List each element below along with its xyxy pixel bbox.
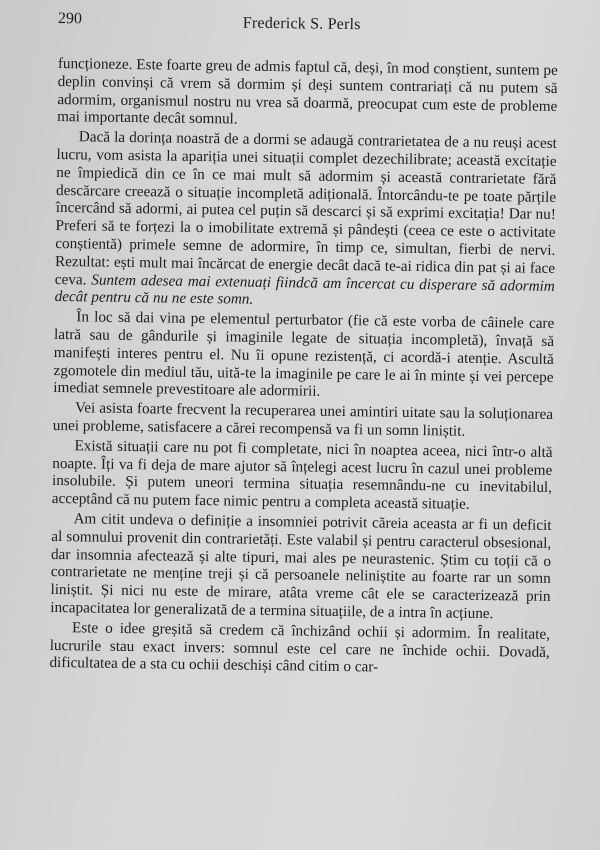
paragraph-6: Am citit undeva o definiție a insomniei potrivit căreia aceasta ar fi un deficit al somnului provenit din contrarietăți. Este valabil și pentru caracterul obsesional, dar insomnia afectează și alte tipuri, mai ales pe neurastenic. Știm cu toții că o contrarietate ne menține treji și că persoanele neliniștite au foarte rar un somn liniștit. Și nici nu este de mirare, atâta vreme cât ele se caracterizează prin incapacitatea lor generalizată de a termina situațiile, de a intra în acțiune. [50,510,552,623]
paragraph-7: Este o idee greșită să credem că închizând ochii și adormim. În realitate, lucrurile stau exact invers: somnul este cel care ne închide ochii. Dovadă, dificultatea de a sta cu ochii deschiși când citim o car- [49,618,551,676]
page-header [58,10,560,39]
running-title: Frederick S. Perls [242,14,361,34]
paragraph-1: funcționeze. Este foarte greu de admis faptul că, deși, în mod conștient, suntem pe deplin convinși că vrem să dormim și deși suntem contrariați că nu putem să adormim, organismul nostru nu vrea să doarmă, preocupat cum este de probleme mai importante decât somnul. [57,55,558,128]
paragraph-4: Vei asista foarte frecvent la recuperarea unei amintiri uitate sau la soluționarea unei probleme, satisfacere a cărei recompensă va fi un somn liniștit. [52,399,554,440]
paragraph-5: Există situații care nu pot fi completate, nici în noaptea aceea, nici într-o altă noapte. Îți va fi deja de mare ajutor să înțelegi acest lucru în cazul unei probleme insolubile. Și putem uneori termina situația resemnându-ne cu inevitabilul, acceptând că nu putem face nimic pentru a completa această situație. [51,437,553,513]
page-number: 290 [57,10,82,28]
paragraph-3: În loc să dai vina pe elementul perturbator (fie că este vorba de câinele care latră sau de gândurile și imaginile legate de situația incompletă), învață să manifești interes pentru el. Nu îi opune rezistență, ci acordă-i atenție. Ascultă zgomotele din mediul tău, uită-te la imaginile pe care le ai în minte și vei percepe imediat semnele prevestitoare ale adormirii. [53,308,555,401]
body-text [49,55,558,681]
italic-emphasis: Suntem adesea mai extenuați fiindcă am încercat cu disperare să adormim decât pentru că nu ne este somn. [54,271,555,309]
paragraph-2: Dacă la dorința noastră de a dormi se adaugă contrarietatea de a nu reuși acest lucru, vom asista la apariția unei situații complet dezechilibrate; această excitație ne împiedică din ce în ce mai mult să adormim și această contrarietate fără descărcare creează o situație incompletă adițională. Întorcându-te pe toate părțile încercând să adormi, ai putea cel puțin să descarci și să exprimi excitația! Dar nu! Preferi să te forțezi la o imobilitate extremă și pândești (ceea ce este o activitate conștientă) primele semne de adormire, în timp ce, simultan, fierbi de nervi. Rezultat: ești mult mai încărcat de energie decât dacă te-ai ridica din pat și ai face ceva. Suntem adesea mai extenuați fiindcă am încercat cu disperare să adormim decât pentru că nu ne este somn. [54,128,557,309]
